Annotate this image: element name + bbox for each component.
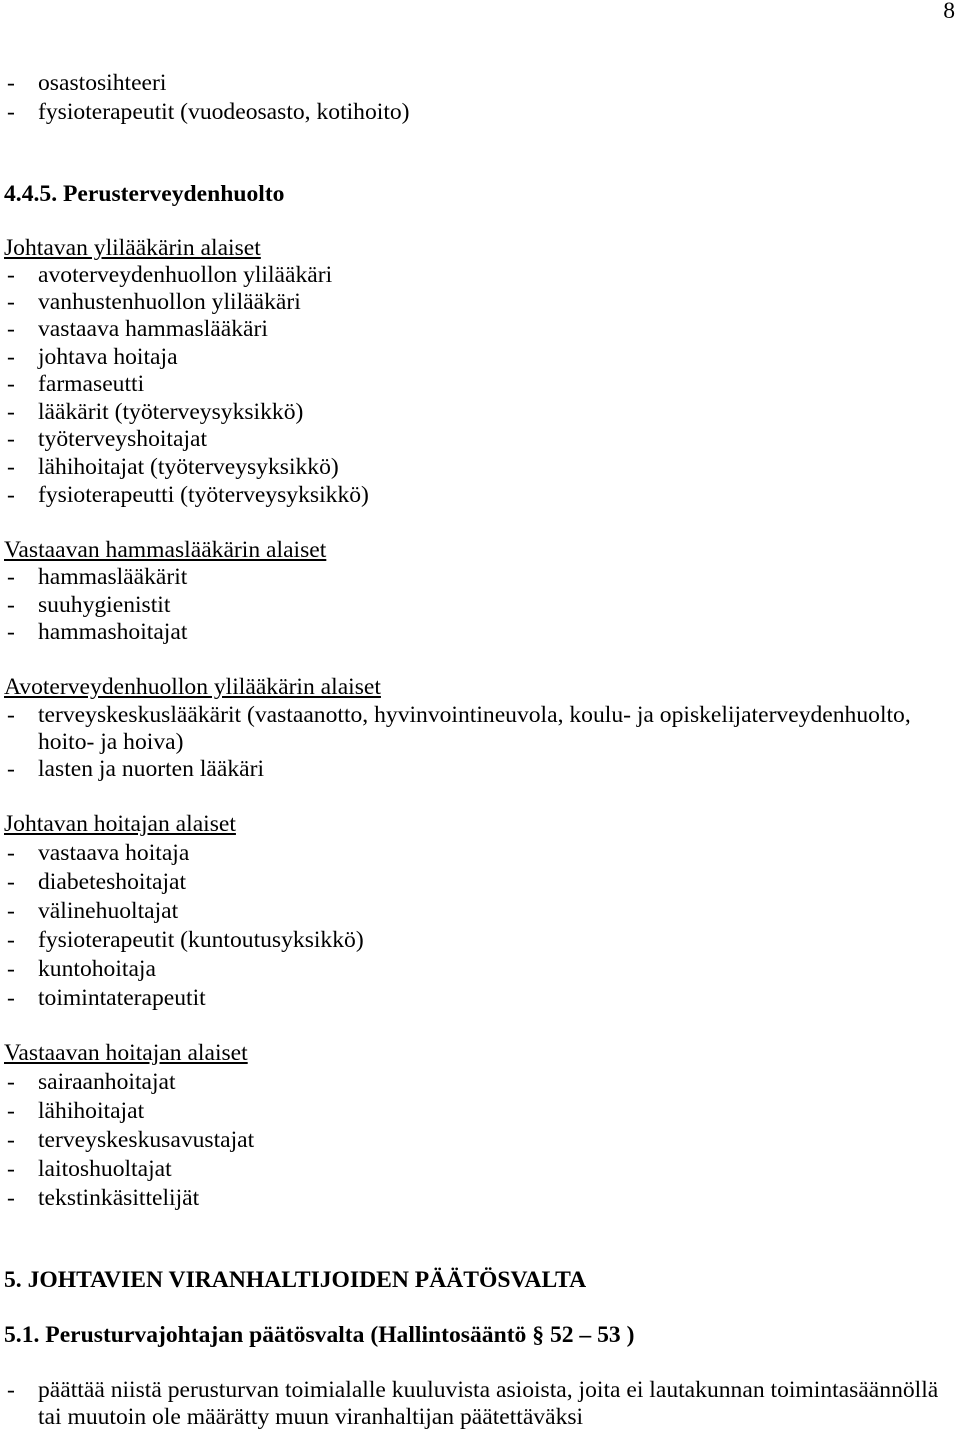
list-item-text: diabeteshoitajat: [38, 869, 187, 895]
list-item-text: hammashoitajat: [38, 619, 188, 645]
list-item-text: vanhustenhuollon ylilääkäri: [38, 289, 301, 315]
list-bullet: -: [7, 399, 15, 425]
list-item-text: terveyskeskuslääkärit (vastaanotto, hyvinvointineuvola, koulu- ja opiskelijaterveydenhuolto,: [38, 702, 911, 728]
list-bullet: -: [7, 592, 15, 618]
list-item: [0, 98, 960, 126]
group-title: Johtavan hoitajan alaiset: [4, 811, 236, 837]
list-item: [0, 926, 960, 954]
list-item-text: farmaseutti: [38, 371, 145, 397]
list-item: [0, 425, 960, 453]
list-bullet: -: [7, 454, 15, 480]
list-bullet: -: [7, 840, 15, 866]
list-item-text: kuntohoitaja: [38, 956, 156, 982]
list-bullet: -: [7, 316, 15, 342]
list-item-text: hammaslääkärit: [38, 564, 188, 590]
list-item: [0, 315, 960, 343]
list-item: [0, 839, 960, 867]
list-bullet: -: [7, 898, 15, 924]
list-item: [0, 1155, 960, 1183]
list-item: [0, 69, 960, 97]
list-bullet: -: [7, 70, 15, 96]
list-item: [0, 897, 960, 925]
group-title: Vastaavan hoitajan alaiset: [4, 1040, 248, 1066]
list-bullet: -: [7, 564, 15, 590]
list-bullet: -: [7, 482, 15, 508]
list-item-text: päättää niistä perusturvan toimialalle kuuluvista asioista, joita ei lautakunnan toimintasäännöllä: [38, 1377, 939, 1403]
list-item-text: vastaava hoitaja: [38, 840, 190, 866]
list-item-text: osastosihteeri: [38, 70, 167, 96]
list-item: [0, 1068, 960, 1096]
list-bullet: -: [7, 1098, 15, 1124]
list-item-text: työterveyshoitajat: [38, 426, 208, 452]
list-item-continuation: [0, 1403, 960, 1431]
list-item-text: avoterveydenhuollon ylilääkäri: [38, 262, 333, 288]
list-item-text: lääkärit (työterveysyksikkö): [38, 399, 304, 425]
list-item-continuation: [0, 728, 960, 756]
list-bullet: -: [7, 702, 15, 728]
list-bullet: -: [7, 1127, 15, 1153]
list-bullet: -: [7, 927, 15, 953]
list-item: [0, 398, 960, 426]
list-item: [0, 1097, 960, 1125]
list-bullet: -: [7, 344, 15, 370]
list-item-text: johtava hoitaja: [38, 344, 178, 370]
subsection-heading: 5.1. Perusturvajohtajan päätösvalta (Hallintosääntö § 52 – 53 ): [4, 1322, 635, 1348]
list-item: [0, 1376, 960, 1404]
page-number: 8: [943, 0, 955, 24]
list-item: [0, 563, 960, 591]
list-item-text: fysioterapeutti (työterveysyksikkö): [38, 482, 369, 508]
list-item-text: toimintaterapeutit: [38, 985, 206, 1011]
list-item-text: hoito- ja hoiva): [38, 729, 184, 755]
list-item: [0, 1184, 960, 1212]
list-item-text: suuhygienistit: [38, 592, 171, 618]
list-bullet: -: [7, 1156, 15, 1182]
list-item: [0, 1126, 960, 1154]
group-title: Johtavan ylilääkärin alaiset: [4, 235, 261, 261]
list-bullet: -: [7, 99, 15, 125]
section-heading: 5. JOHTAVIEN VIRANHALTIJOIDEN PÄÄTÖSVALTA: [4, 1267, 587, 1293]
list-item-text: lähihoitajat (työterveysyksikkö): [38, 454, 339, 480]
list-item: [0, 701, 960, 729]
list-item-text: välinehuoltajat: [38, 898, 179, 924]
list-item: [0, 984, 960, 1012]
list-bullet: -: [7, 1377, 15, 1403]
group-title: Vastaavan hammaslääkärin alaiset: [4, 537, 327, 563]
list-item: [0, 868, 960, 896]
list-bullet: -: [7, 371, 15, 397]
list-item: [0, 343, 960, 371]
list-item: [0, 591, 960, 619]
list-item-text: lasten ja nuorten lääkäri: [38, 756, 265, 782]
list-item: [0, 261, 960, 289]
list-bullet: -: [7, 956, 15, 982]
list-bullet: -: [7, 1069, 15, 1095]
list-item-text: tekstinkäsittelijät: [38, 1185, 200, 1211]
list-item: [0, 288, 960, 316]
list-item-text: lähihoitajat: [38, 1098, 145, 1124]
list-item: [0, 755, 960, 783]
list-bullet: -: [7, 1185, 15, 1211]
list-bullet: -: [7, 619, 15, 645]
list-bullet: -: [7, 756, 15, 782]
list-item: [0, 370, 960, 398]
list-bullet: -: [7, 985, 15, 1011]
list-item-text: vastaava hammaslääkäri: [38, 316, 268, 342]
list-item: [0, 618, 960, 646]
list-bullet: -: [7, 869, 15, 895]
list-item-text: sairaanhoitajat: [38, 1069, 176, 1095]
list-bullet: -: [7, 262, 15, 288]
list-item-text: fysioterapeutit (kuntoutusyksikkö): [38, 927, 364, 953]
list-item: [0, 955, 960, 983]
list-item: [0, 481, 960, 509]
section-heading: 4.4.5. Perusterveydenhuolto: [4, 181, 285, 207]
list-item-text: fysioterapeutit (vuodeosasto, kotihoito): [38, 99, 410, 125]
list-bullet: -: [7, 426, 15, 452]
list-item-text: tai muutoin ole määrätty muun viranhaltijan päätettäväksi: [38, 1404, 584, 1430]
list-bullet: -: [7, 289, 15, 315]
list-item-text: terveyskeskusavustajat: [38, 1127, 255, 1153]
list-item-text: laitoshuoltajat: [38, 1156, 172, 1182]
list-item: [0, 453, 960, 481]
group-title: Avoterveydenhuollon ylilääkärin alaiset: [4, 674, 381, 700]
